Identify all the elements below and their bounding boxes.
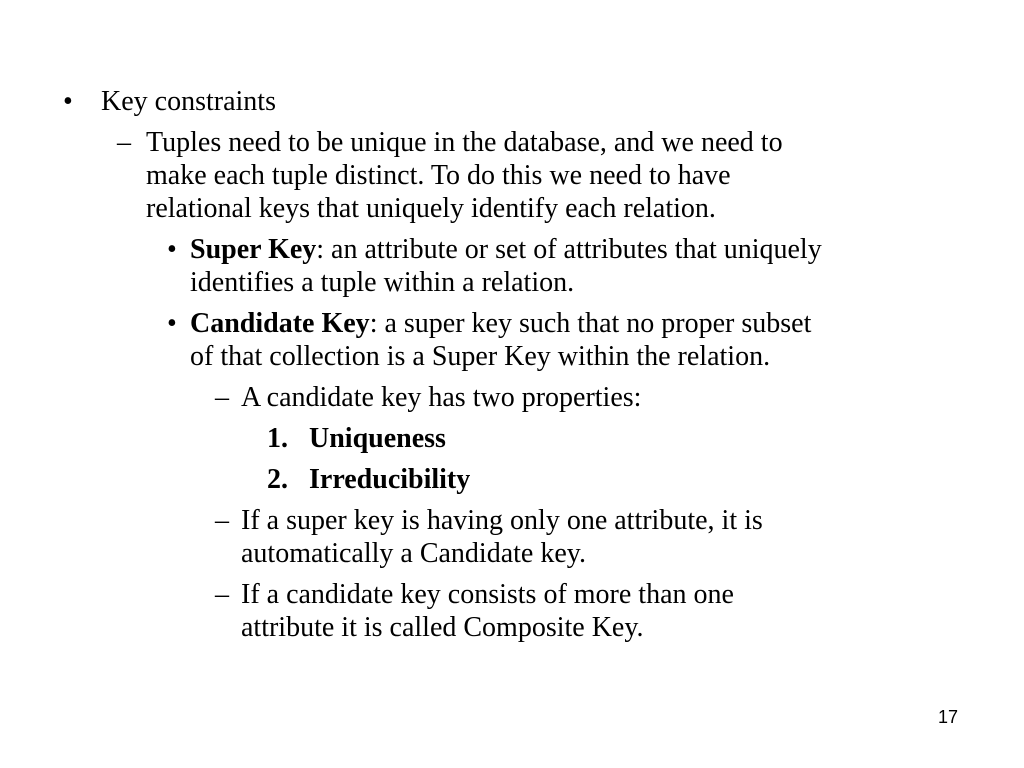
bullet-marker: •	[167, 234, 177, 265]
note-text: If a super key is having only one attribute, it is	[241, 505, 763, 536]
paragraph-line: relational keys that uniquely identify each relation.	[146, 193, 716, 224]
properties-intro: A candidate key has two properties:	[241, 382, 642, 413]
definition-text: : an attribute or set of attributes that uniquely	[316, 234, 822, 265]
term-candidate-key: Candidate Key	[190, 308, 370, 339]
note-text: automatically a Candidate key.	[241, 538, 586, 569]
property-label: Uniqueness	[309, 423, 446, 454]
property-label: Irreducibility	[309, 464, 471, 495]
paragraph-line: Tuples need to be unique in the database, and we need to	[146, 127, 783, 158]
definition-text: identifies a tuple within a relation.	[190, 267, 575, 298]
dash-marker: –	[215, 579, 229, 610]
term-super-key: Super Key	[190, 234, 317, 265]
definition-text: : a super key such that no proper subset	[369, 308, 812, 339]
note-text: attribute it is called Composite Key.	[241, 612, 644, 643]
dash-marker: –	[215, 382, 229, 413]
page-number: 17	[938, 707, 959, 727]
bullet-marker: •	[63, 86, 73, 117]
definition-text: of that collection is a Super Key within the relation.	[190, 341, 771, 372]
bullet-marker: •	[167, 308, 177, 339]
heading-key-constraints: Key constraints	[101, 86, 276, 117]
dash-marker: –	[215, 505, 229, 536]
property-number: 2.	[267, 464, 288, 495]
paragraph-line: make each tuple distinct. To do this we need to have	[146, 160, 731, 191]
dash-marker: –	[117, 127, 131, 158]
property-number: 1.	[267, 423, 288, 454]
note-text: If a candidate key consists of more than one	[241, 579, 734, 610]
